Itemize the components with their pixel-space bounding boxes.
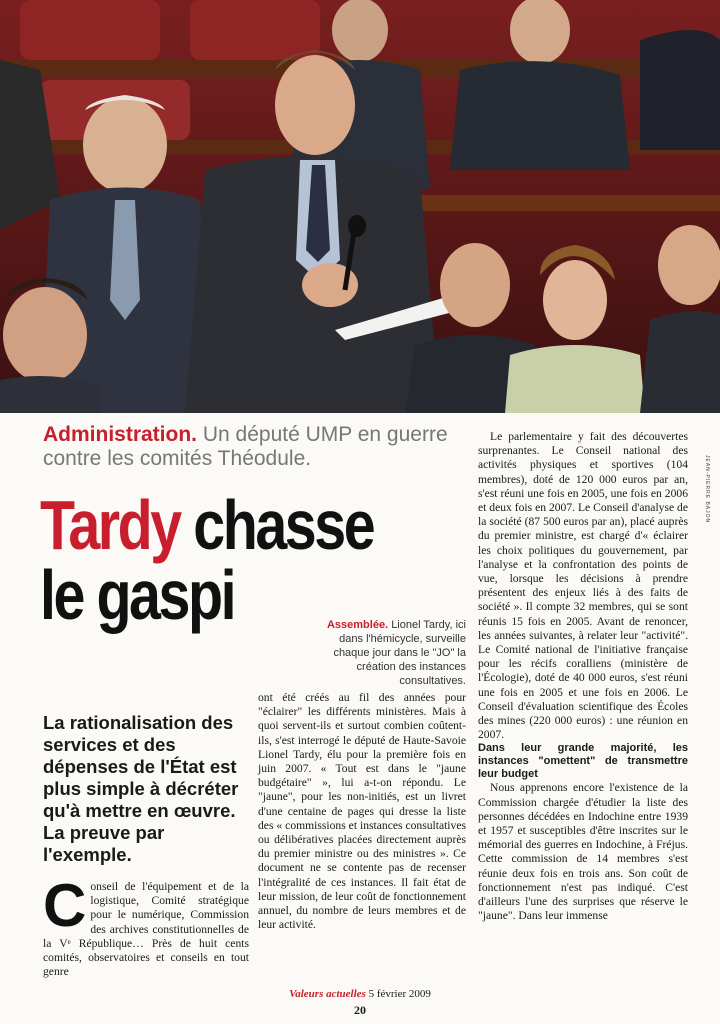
caption-text: Lionel Tardy, ici dans l'hémicycle, surveille chaque jour dans le "JO" la création des instances consultatives. — [333, 619, 466, 687]
page-footer — [0, 988, 720, 1000]
hemicycle-photo — [0, 0, 720, 413]
body-column-2 — [258, 691, 466, 932]
paragraph: Le parlementaire y fait des découvertes surprenantes. Le Conseil national des activités physiques et sportives (104 membres), doté de 120 000 euros par an, s'est réuni une fois en 2005, une fois en 2006 et deux fois en 2007. Le Conseil d'analyse de la société (87 500 euros par an), placé auprès du premier ministre, est chargé d'« éclairer les choix politiques du gouvernement, par l'analyse et la confrontation des points de vue, lorsque les décisions à prendre présentent des enjeux liés à des faits de société ». Il compte 32 membres, qui se sont réunis 15 fois en 2005. Avant de renoncer, les années suivantes, à relater leur "activité". Le Comité national de l'initiative française pour les récifs coralliens (ministère de l'Écologie), doté de 40 000 euros, s'est réuni une fois en 2005 et une fois en 2006. Le Conseil d'évaluation scientifique des Écoles des mines (220 000 euros) : une réunion en 2007. — [478, 430, 688, 742]
photo-caption — [318, 618, 466, 688]
subheading: Dans leur grande majorité, les instances "omettent" de transmettre leur budget — [478, 742, 688, 781]
publication-name: Valeurs actuelles — [289, 988, 366, 1000]
article-kicker — [43, 423, 473, 471]
paragraph: onseil de l'équipement et de la logistique, Comité stratégique pour le numérique, Commission des archives constitutionnelles de la Vᵉ République… Près de huit cents comités, observatoires et conseils en tout genre — [43, 880, 249, 979]
article-lede: La rationalisation des services et des dépenses de l'État est plus simple à décréter qu'à mettre en œuvre. La preuve par l'exemple. — [43, 712, 239, 865]
page-number: 20 — [354, 1003, 366, 1017]
paragraph: ont été créés au fil des années pour "éclairer" les différents ministères. Mais à quoi servent-ils et surtout combien coûtent-ils, s'est interrogé le député de Haute-Savoie Lionel Tardy, élu pour la première fois en juin 2007. « Tout est dans le "jaune budgétaire" », lui a-t-on répondu. Le "jaune", pour les non-initiés, est un livret d'une centaine de pages qui dresse la liste des « commissions et instances consultatives ou délibératives placées directement auprès du premier ministre ou des ministres ». Ce document ne se contente pas de recenser l'intégralité de ces instances. Il fait état de leur mission, de leur coût de fonctionnement annuel, du nombre de leurs membres et de leur activité. — [258, 691, 466, 932]
kicker-title: Un député UMP en guerre contre les comités Théodule. — [43, 423, 448, 470]
headline — [40, 486, 384, 634]
body-column-1 — [43, 872, 249, 979]
headline-line1: chasse — [193, 486, 374, 564]
caption-lead: Assemblée. — [326, 619, 389, 631]
photo-credit: JEAN-PIERRE BAJON — [704, 455, 710, 524]
paragraph: Nous apprenons encore l'existence de la Commission chargée d'étudier la liste des personnes décédées en Indochine entre 1939 et 1957 et susceptibles d'être inscrites sur le mémorial des guerres en Indochine, à Fréjus. Cette commission de 14 membres s'est réunie deux fois en trois ans. Son coût de fonctionnement n'est pas indiqué. C'est d'ailleurs l'une des surprises que réserve le "jaune". Dans leur immense — [478, 781, 688, 923]
issue-date: 5 février 2009 — [368, 988, 431, 1000]
drop-cap: C — [43, 872, 87, 939]
section-label: Administration. — [43, 423, 198, 446]
body-column-3 — [478, 430, 688, 924]
headline-red-word: Tardy — [40, 486, 180, 564]
headline-line2: le gaspi — [40, 556, 235, 634]
